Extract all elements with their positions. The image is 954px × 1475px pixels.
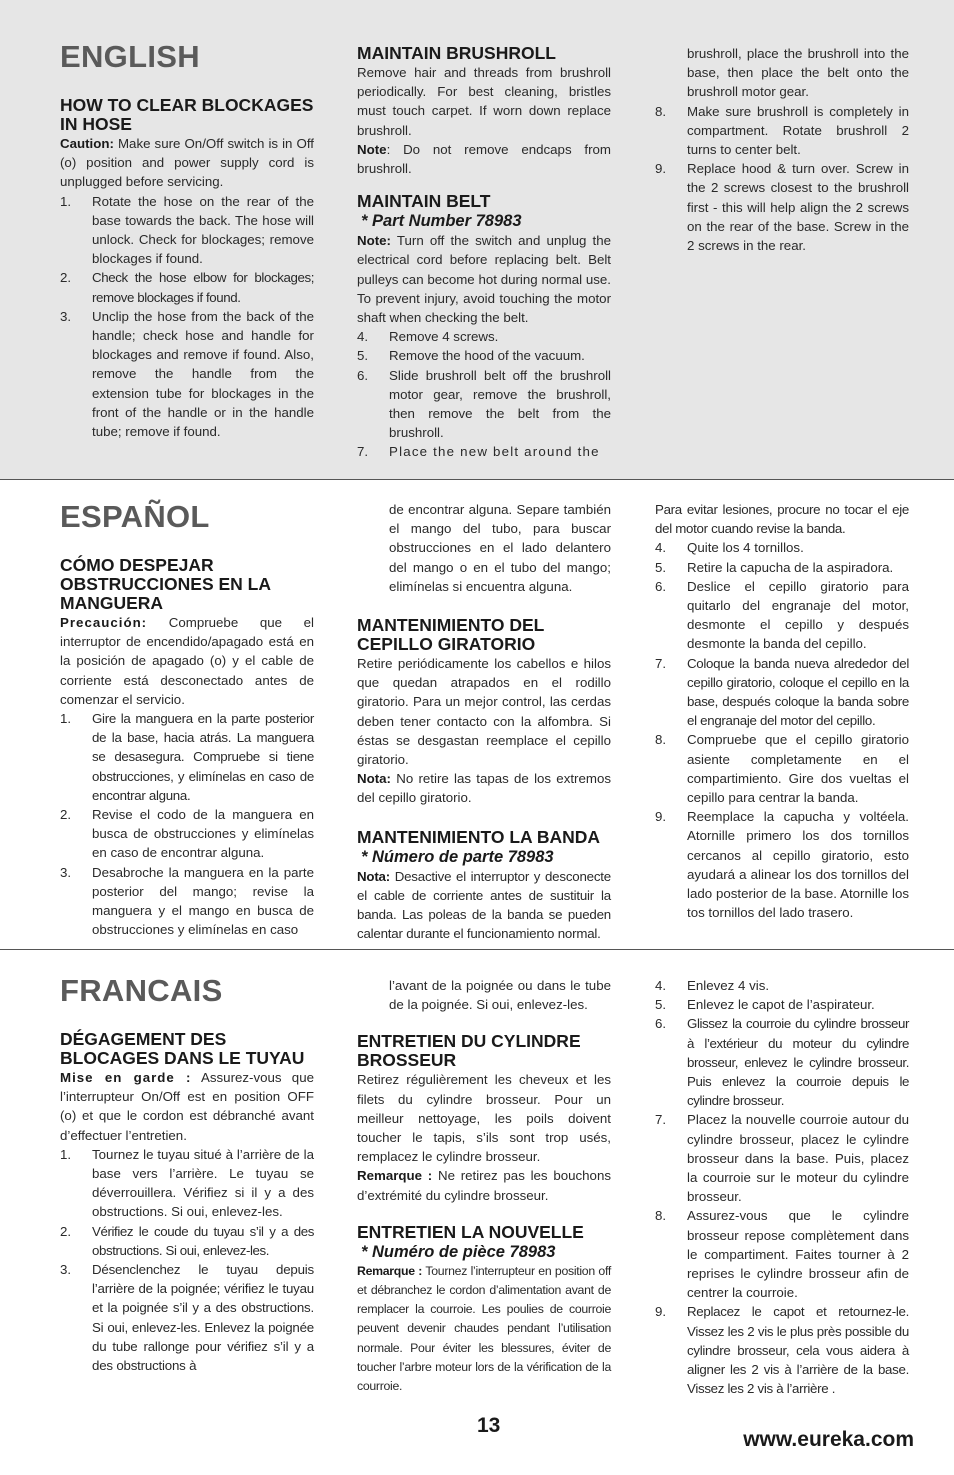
espanol-hose-caution: Precaución: Compruebe que el interruptor de encendido/apagado está en la posición de apagado (o) y el cable de corriente está desconectado antes de comenzar el servicio. [60, 615, 314, 707]
espanol-belt-heading: MANTENIMIENTO LA BANDA [357, 826, 601, 847]
list-item: 9. Replace hood & turn over. Screw in the 2 screws closest to the brushroll first - this will help align the 2 screws on the rear of the base. Screw in the 2 screws in the rear. [655, 161, 909, 254]
list-item: 7. Coloque la banda nueva alrededor del cepillo giratorio, coloque el cepillo en la base, después coloque la banda sobre el engranaje del motor del cepillo. [655, 655, 909, 729]
list-item: 3. Desabroche la manguera en la parte posterior del mango; revise la manguera y el mango en busca de obstrucciones y elimínelas en caso [60, 864, 314, 938]
list-item: 9. Replacez le capot et retournez-le. Vissez les 2 vis le plus près possible du cylindre brosseur, cela vous aidera à aligner les 2 vis à l’arrière de la base. Vissez les 2 vis à l’arrière . [655, 1304, 909, 1397]
francais-belt-steps [655, 976, 909, 1398]
espanol-column-2 [357, 500, 611, 957]
english-column-3 [655, 44, 909, 255]
francais-hose-caution: Mise en garde : Assurez-vous que l’interrupteur On/Off est en position OFF (o) et que le cordon est débranché avant d’effectuer l’entretien. [60, 1070, 314, 1143]
francais-brushroll-heading: ENTRETIEN DU CYLINDRE BROSSEUR [357, 1031, 581, 1071]
english-belt-step7-continued: brushroll, place the brushroll into the base, then place the belt onto the brushroll motor gear. [687, 46, 909, 100]
list-item: 6. Deslice el cepillo giratorio para quitarlo del engranaje del motor, desmonte el cepillo y después desmonte la banda del cepillo. [655, 578, 909, 652]
francais-belt-heading: ENTRETIEN LA NOUVELLE [357, 1221, 584, 1242]
espanol-belt-note: Nota: Desactive el interruptor y desconecte el cable de corriente antes de sustituir la banda. Las poleas de la banda se pueden calentar durante el funcionamiento normal. [357, 868, 611, 942]
espanol-belt-note-continued: Para evitar lesiones, procure no tocar el eje del motor cuando revise la banda. [655, 502, 909, 537]
list-item: 5. Retire la capucha de la aspiradora. [655, 559, 894, 575]
espanol-section [0, 480, 954, 950]
francais-belt-note: Remarque : Tournez l’interrupteur en position off et débranchez le cordon d’alimentation avant de remplacer la courroie. Les poulies de courroie peuvent devenir chaudes pendant l’utilisation normale. Pour éviter les blessures, éviter de toucher l’arbre moteur lors de la vérification de la courroie. [357, 1263, 611, 1394]
espanol-hose-heading: CÓMO DESPEJAR OBSTRUCCIONES EN LA MANGUERA [60, 555, 271, 613]
english-brushroll-heading: MAINTAIN BRUSHROLL [357, 43, 556, 63]
list-item: 7. Placez la nouvelle courroie autour du cylindre brosseur, placez le cylindre brosseur dans la base. Puis, placez la courroie sur le moteur du cylindre brosseur. [655, 1112, 909, 1205]
espanol-belt-steps [655, 538, 909, 922]
espanol-brushroll-heading: MANTENIMIENTO DEL CEPILLO GIRATORIO [357, 615, 544, 655]
espanol-column-3 [655, 500, 909, 922]
english-brushroll-text: Remove hair and threads from brushroll periodically. For best cleaning, bristles must touch carpet. If worn down replace brushroll. [357, 65, 611, 138]
francais-belt-part-number: * Numéro de pièce 78983 [361, 1242, 556, 1261]
list-item: 1. Rotate the hose on the rear of the base towards the back. The hose will unlock. Check for blockages; remove blockages if found. [60, 193, 314, 267]
english-hose-heading: HOW TO CLEAR BLOCKAGES IN HOSE [60, 95, 314, 134]
english-belt-part-number: * Part Number 78983 [361, 212, 522, 231]
list-item: 2. Check the hose elbow for blockages; remove blockages if found. [60, 270, 314, 305]
english-section [0, 0, 954, 480]
list-item: 4. Enlevez 4 vis. [655, 978, 770, 993]
espanol-title: ESPAÑOL [60, 499, 210, 534]
francais-hose-step3-continued: l’avant de la poignée ou dans le tube de la poignée. Si oui, enlevez-les. [389, 978, 611, 1013]
list-item: 8. Make sure brushroll is completely in compartment. Rotate brushroll 2 turns to center belt. [655, 103, 909, 158]
list-item: 6. Glissez la courroie du cylindre brosseur à l’extérieur du moteur du cylindre brosseur, enlevez le cylindre brosseur. Puis enlevez la courroie depuis le cylindre brosseur. [655, 1016, 909, 1109]
english-hose-caution: Caution: Make sure On/Off switch is in Off (o) position and power supply cord is unplugged before servicing. [60, 136, 314, 190]
list-item: 5. Enlevez le capot de l’aspirateur. [655, 997, 875, 1013]
list-item: 8. Assurez-vous que le cylindre brosseur repose complètement dans le compartiment. Faites tourner à 2 reprises le cylindre brosseur afin de centrer la courroie. [655, 1208, 909, 1301]
english-column-2 [357, 44, 611, 476]
espanol-brushroll-note: Nota: No retire las tapas de los extremos del cepillo giratorio. [357, 771, 611, 806]
list-item: 9. Reemplace la capucha y voltéela. Atornille primero los dos tornillos cercanos al cepillo giratorio, esto ayudará a alinear los dos tornillos del lado posterior de la base. Atornille los tos tornillos del lado trasero. [655, 809, 909, 921]
list-item: 4. Remove 4 screws. [357, 329, 499, 345]
francais-column-2 [357, 976, 611, 1410]
espanol-column-1 [60, 500, 314, 953]
list-item: 3. Désenclenchez le tuyau depuis l’arrière de la poignée; vérifiez le tuyau et la poignée s’il y a des obstructions. Si oui, enlevez-les. Enlevez la poignée du tube rallonge pour vérifiez s’il y a des obstructions à [60, 1262, 314, 1374]
francais-section [0, 950, 954, 1475]
list-item: 6. Slide brushroll belt off the brushroll motor gear, remove the brushroll, then remove the belt from the brushroll. [357, 367, 611, 441]
francais-brushroll-text: Retirez régulièrement les cheveux et les filets du cylindre brosseur. Pour un meilleur nettoyage, les poils doivent toucher le tapis, s’ils sont trop usés, remplacez le cylindre brosseur. [357, 1072, 611, 1165]
list-item: 2. Vérifiez le coude du tuyau s’il y a des obstructions. Si oui, enlevez-les. [60, 1223, 314, 1258]
english-belt-note: Note: Turn off the switch and unplug the electrical cord before replacing belt. Belt pulleys can become hot during normal use. To prevent injury, avoid touching the motor shaft when checking the belt. [357, 233, 611, 326]
english-title: ENGLISH [60, 39, 200, 74]
english-brushroll-note: Note: Do not remove endcaps from brushroll. [357, 141, 611, 177]
list-item: 5. Remove the hood of the vacuum. [357, 348, 585, 364]
list-item: 7. Place the new belt around the [357, 444, 600, 460]
espanol-brushroll-text: Retire periódicamente los cabellos e hilos que quedan atrapados en el rodillo giratorio. Para un mejor control, las cerdas deben tener contacto con la alfombra. Si éstas se desgastan reemplace el cepillo giratorio. [357, 656, 611, 768]
list-item: 3. Unclip the hose from the back of the handle; check hose and handle for blockages and remove if found. Also, remove the handle from the extension tube for blockages in the front of the handle or in the handle tube; remove if found. [60, 308, 314, 440]
page-number: 13 [477, 1414, 501, 1437]
francais-brushroll-note: Remarque : Ne retirez pas les bouchons d’extrémité du cylindre brosseur. [357, 1168, 611, 1203]
english-belt-steps [357, 327, 611, 461]
espanol-hose-steps [60, 709, 314, 939]
francais-column-1 [60, 974, 314, 1389]
francais-title: FRANCAIS [60, 973, 223, 1008]
francais-hose-heading: DÉGAGEMENT DES BLOCAGES DANS LE TUYAU [60, 1029, 305, 1068]
english-belt-heading: MAINTAIN BELT [357, 191, 491, 212]
francais-hose-steps [60, 1145, 314, 1375]
list-item: 8. Compruebe que el cepillo giratorio asiente completamente en el compartimiento. Gire dos vueltas el cepillo para centrar la banda. [655, 732, 909, 806]
english-belt-steps-continued [655, 102, 909, 256]
list-item: 1. Tournez le tuyau situé à l’arrière de la base vers l’arrière. Le tuyau se déverrouillera. Vérifiez si il y a des obstructions. Si oui, enlevez-les. [60, 1146, 314, 1220]
espanol-hose-step3-continued: de encontrar alguna. Separe también el mango del tubo, para buscar obstrucciones en el lado delantero del mango o en el tubo del mango; elimínelas si encuentra alguna. [389, 502, 611, 594]
website-url: www.eureka.com [743, 1428, 914, 1451]
list-item: 2. Revise el codo de la manguera en busca de obstrucciones y elimínelas en caso de encontrar alguna. [60, 807, 314, 861]
espanol-belt-part-number: * Número de parte 78983 [361, 847, 554, 866]
english-column-1 [60, 40, 314, 455]
english-hose-steps [60, 192, 314, 442]
list-item: 4. Quite los 4 tornillos. [655, 540, 804, 556]
francais-column-3 [655, 976, 909, 1398]
list-item: 1. Gire la manguera en la parte posterior de la base, hacia atrás. La manguera se desasegura. Compruebe si tiene obstrucciones, y elimínelas en caso de encontrar alguna. [60, 711, 314, 803]
